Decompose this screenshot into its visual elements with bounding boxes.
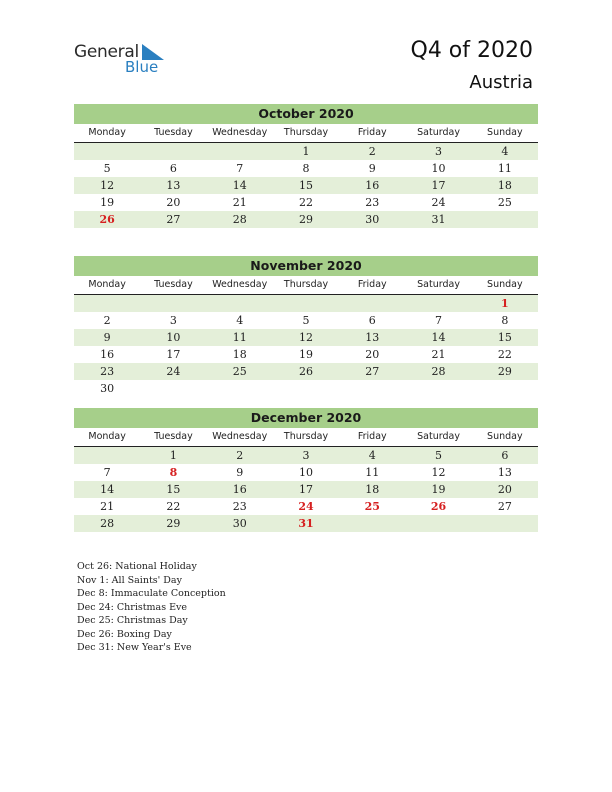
- month-november: [74, 256, 538, 397]
- month-title: December 2020: [74, 408, 538, 428]
- date-cell: 5: [302, 314, 310, 327]
- date-cell: 16: [232, 483, 247, 496]
- weekday-header-row: [74, 428, 538, 447]
- weekday-label: Wednesday: [212, 127, 268, 138]
- weeks-grid: [74, 295, 538, 397]
- date-cell: 4: [501, 145, 509, 158]
- date-cell: 15: [497, 331, 512, 344]
- date-cell: 19: [298, 348, 313, 361]
- date-cell: 24: [166, 365, 181, 378]
- date-cell: 13: [166, 179, 181, 192]
- date-cell: 23: [100, 365, 115, 378]
- date-cell: 20: [365, 348, 380, 361]
- date-cell: 12: [100, 179, 115, 192]
- date-cell: 2: [236, 449, 244, 462]
- week-row: [74, 464, 538, 481]
- date-cell: [405, 295, 471, 312]
- date-cell: 21: [100, 500, 115, 513]
- week-row: [74, 194, 538, 211]
- date-cell: [339, 295, 405, 312]
- date-cell: 4: [368, 449, 376, 462]
- date-cell: 7: [435, 314, 443, 327]
- date-cell: [207, 143, 273, 160]
- date-cell: 5: [103, 162, 111, 175]
- date-cell: 17: [298, 483, 313, 496]
- weekday-label: Monday: [88, 127, 126, 138]
- weekday-label: Monday: [88, 279, 126, 290]
- date-cell: 19: [100, 196, 115, 209]
- date-cell: [339, 515, 405, 532]
- holiday-date-cell: 25: [364, 500, 380, 513]
- date-cell: 19: [431, 483, 446, 496]
- date-cell: 23: [232, 500, 247, 513]
- holiday-notes: [77, 560, 226, 655]
- weekday-label: Friday: [357, 127, 387, 138]
- week-row: [74, 481, 538, 498]
- weekday-label: Sunday: [487, 127, 523, 138]
- week-row: [74, 160, 538, 177]
- week-row: [74, 346, 538, 363]
- weekday-label: Thursday: [283, 431, 329, 442]
- holiday-date-cell: 31: [298, 517, 314, 530]
- date-cell: 31: [431, 213, 446, 226]
- date-cell: [405, 515, 471, 532]
- week-row: [74, 447, 538, 464]
- date-cell: 18: [365, 483, 380, 496]
- date-cell: 14: [232, 179, 247, 192]
- date-cell: 28: [100, 517, 115, 530]
- date-cell: 28: [431, 365, 446, 378]
- date-cell: 2: [103, 314, 111, 327]
- logo-text-general: General: [74, 42, 139, 62]
- date-cell: 11: [232, 331, 247, 344]
- date-cell: 10: [166, 331, 181, 344]
- date-cell: 9: [368, 162, 376, 175]
- date-cell: 29: [497, 365, 512, 378]
- month-december: [74, 408, 538, 532]
- week-row: [74, 363, 538, 380]
- date-cell: 21: [431, 348, 446, 361]
- date-cell: 22: [298, 196, 313, 209]
- date-cell: 8: [302, 162, 310, 175]
- date-cell: 15: [298, 179, 313, 192]
- weekday-label: Friday: [357, 279, 387, 290]
- week-row: [74, 312, 538, 329]
- date-cell: 23: [365, 196, 380, 209]
- date-cell: 20: [497, 483, 512, 496]
- date-cell: 3: [169, 314, 177, 327]
- date-cell: [273, 295, 339, 312]
- weekday-label: Saturday: [417, 431, 460, 442]
- date-cell: 18: [232, 348, 247, 361]
- weekday-label: Wednesday: [212, 279, 268, 290]
- week-row: [74, 211, 538, 228]
- date-cell: 22: [497, 348, 512, 361]
- weekday-label: Tuesday: [154, 431, 193, 442]
- weekday-label: Friday: [357, 431, 387, 442]
- week-row: [74, 498, 538, 515]
- date-cell: 25: [232, 365, 247, 378]
- date-cell: 11: [497, 162, 512, 175]
- date-cell: [339, 380, 405, 397]
- date-cell: 1: [302, 145, 310, 158]
- holiday-date-cell: 1: [501, 297, 509, 310]
- date-cell: 13: [497, 466, 512, 479]
- date-cell: 30: [232, 517, 247, 530]
- weekday-label: Wednesday: [212, 431, 268, 442]
- month-title: October 2020: [74, 104, 538, 124]
- date-cell: 10: [431, 162, 446, 175]
- date-cell: 9: [103, 331, 111, 344]
- date-cell: 21: [232, 196, 247, 209]
- date-cell: 1: [169, 449, 177, 462]
- date-cell: 27: [166, 213, 181, 226]
- date-cell: 11: [365, 466, 380, 479]
- weeks-grid: [74, 143, 538, 228]
- holiday-note: Dec 25: Christmas Day: [77, 615, 188, 626]
- weekday-label: Tuesday: [154, 279, 193, 290]
- date-cell: [207, 380, 273, 397]
- date-cell: 6: [368, 314, 376, 327]
- date-cell: 20: [166, 196, 181, 209]
- date-cell: 18: [497, 179, 512, 192]
- date-cell: [140, 143, 206, 160]
- holiday-note: Dec 26: Boxing Day: [77, 628, 172, 640]
- holiday-note: Dec 24: Christmas Eve: [77, 601, 188, 613]
- date-cell: 13: [365, 331, 380, 344]
- date-cell: 29: [298, 213, 313, 226]
- country-name: Austria: [469, 72, 533, 93]
- date-cell: 14: [100, 483, 115, 496]
- date-cell: 16: [100, 348, 115, 361]
- holiday-date-cell: 24: [298, 500, 314, 513]
- date-cell: 15: [166, 483, 181, 496]
- date-cell: 17: [166, 348, 181, 361]
- date-cell: 2: [368, 145, 376, 158]
- date-cell: [74, 295, 140, 312]
- date-cell: 16: [365, 179, 380, 192]
- weekday-header-row: [74, 124, 538, 143]
- date-cell: [207, 295, 273, 312]
- weekday-label: Saturday: [417, 279, 460, 290]
- page-title: Q4 of 2020: [410, 38, 533, 63]
- holiday-note: Dec 8: Immaculate Conception: [77, 588, 226, 599]
- week-row: [74, 515, 538, 532]
- date-cell: 10: [298, 466, 313, 479]
- date-cell: 24: [431, 196, 446, 209]
- date-cell: 22: [166, 500, 181, 513]
- date-cell: 30: [365, 213, 380, 226]
- week-row: [74, 143, 538, 160]
- date-cell: 6: [501, 449, 509, 462]
- holiday-note: Nov 1: All Saints' Day: [77, 574, 182, 586]
- weekday-label: Saturday: [417, 127, 460, 138]
- date-cell: 27: [497, 500, 512, 513]
- weekday-label: Sunday: [487, 279, 523, 290]
- date-cell: [273, 380, 339, 397]
- holiday-date-cell: 8: [169, 466, 178, 479]
- weekday-label: Thursday: [283, 279, 329, 290]
- date-cell: 12: [298, 331, 313, 344]
- weekday-label: Monday: [88, 431, 126, 442]
- holiday-note: Oct 26: National Holiday: [77, 561, 197, 572]
- date-cell: [140, 380, 206, 397]
- date-cell: 14: [431, 331, 446, 344]
- date-cell: 29: [166, 517, 181, 530]
- logo-text-blue: Blue: [125, 58, 159, 76]
- weekday-label: Tuesday: [154, 127, 193, 138]
- date-cell: 30: [100, 382, 115, 395]
- date-cell: 4: [236, 314, 244, 327]
- month-october: [74, 104, 538, 228]
- date-cell: 25: [497, 196, 512, 209]
- weeks-grid: [74, 447, 538, 532]
- holiday-note: Dec 31: New Year's Eve: [77, 642, 192, 653]
- date-cell: 12: [431, 466, 446, 479]
- holiday-date-cell: 26: [430, 500, 447, 513]
- week-row: [74, 177, 538, 194]
- weekday-label: Sunday: [487, 431, 523, 442]
- weekday-header-row: [74, 276, 538, 295]
- date-cell: [405, 380, 471, 397]
- date-cell: 3: [302, 449, 310, 462]
- week-row: [74, 295, 538, 312]
- week-row: [74, 380, 538, 397]
- date-cell: [472, 515, 538, 532]
- weekday-label: Thursday: [283, 127, 329, 138]
- date-cell: [140, 295, 206, 312]
- date-cell: 7: [103, 466, 111, 479]
- date-cell: 5: [435, 449, 443, 462]
- week-row: [74, 329, 538, 346]
- date-cell: 17: [431, 179, 446, 192]
- date-cell: 6: [169, 162, 177, 175]
- date-cell: [74, 447, 140, 464]
- holiday-date-cell: 26: [99, 213, 115, 226]
- generalblue-logo: [74, 42, 174, 78]
- date-cell: [74, 143, 140, 160]
- month-title: November 2020: [74, 256, 538, 276]
- date-cell: 28: [232, 213, 247, 226]
- date-cell: 7: [236, 162, 244, 175]
- date-cell: 3: [435, 145, 443, 158]
- date-cell: 9: [236, 466, 244, 479]
- date-cell: 8: [501, 314, 509, 327]
- date-cell: [472, 380, 538, 397]
- date-cell: [472, 211, 538, 228]
- date-cell: 26: [298, 365, 313, 378]
- date-cell: 27: [365, 365, 380, 378]
